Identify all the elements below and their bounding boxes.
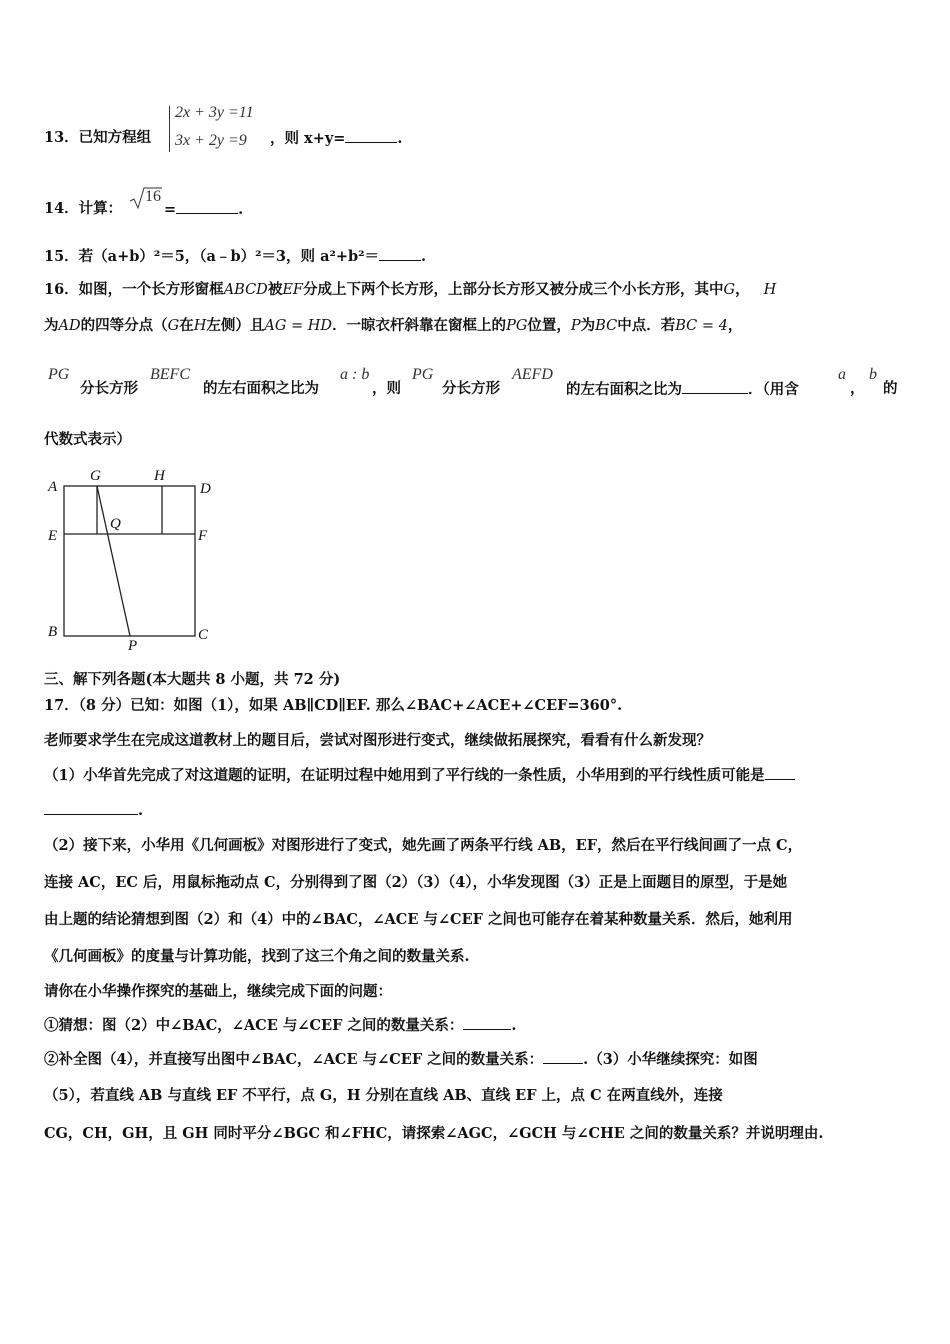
fig-label-a: A <box>48 479 58 495</box>
q17-line4-end: . <box>138 802 144 819</box>
q13-end: . <box>397 130 403 147</box>
q16-line1 <box>44 280 776 300</box>
q17-line10-end: . <box>511 1017 517 1034</box>
q17-fig4-blank[interactable] <box>543 1049 583 1064</box>
q16-l3-text-c: ，则 <box>372 380 401 397</box>
q13-prefix: 13．已知方程组 <box>44 129 152 146</box>
q17-line11-b: .（3）小华继续探究：如图 <box>583 1051 758 1068</box>
q17-line9: 请你在小华操作探究的基础上，继续完成下面的问题： <box>44 983 392 1000</box>
fig-label-c: C <box>198 627 209 643</box>
q16-l1-math-g: G <box>723 282 736 298</box>
fig-label-f: F <box>198 528 208 544</box>
q16-l1-math-abcd: ABCD <box>223 282 268 298</box>
q16-l1-math-ef: EF <box>282 282 303 298</box>
q17-line13: CG，CH，GH，且 GH 同时平分∠BGC 和∠FHC，请探索∠AGC，∠GCH 与∠CHE 之间的数量关系？并说明理由. <box>44 1125 824 1142</box>
q17-line2: 老师要求学生在完成这道教材上的题目后，尝试对图形进行变式，继续做拓展探究，看看有什么新发现？ <box>44 732 711 749</box>
q16-l2-math-pg: PG <box>506 318 528 334</box>
q16-l1-text-b: 被 <box>267 281 283 298</box>
q16-l2-math-g: G <box>167 318 180 334</box>
q15-end: . <box>420 248 427 265</box>
q17-line8: 《几何画板》的度量与计算功能，找到了这三个角之间的数量关系. <box>44 948 470 965</box>
q16-l3-text-a: 分长方形 <box>80 380 138 397</box>
fig-label-d: D <box>200 481 211 497</box>
q16-l3-math-b: b <box>869 366 877 383</box>
q14-end: . <box>238 201 244 218</box>
q16-l3-text-f: ．（用含 <box>748 381 799 398</box>
q17-line5: （2）接下来，小华用《几何画板》对图形进行了变式，她先画了两条平行线 AB，EF，然后在平行线间画了一点 C， <box>44 837 803 854</box>
q17-line11 <box>44 1049 758 1070</box>
q13-answer-blank[interactable] <box>345 128 397 143</box>
q16-l3-text-h: 的 <box>883 380 898 397</box>
q17-line4 <box>44 800 143 821</box>
q17-line6: 连接 AC，EC 后，用鼠标拖动点 C，分别得到了图（2）（3）（4），小华发现图（3）正是上面题目的原型，于是她 <box>44 874 788 891</box>
q16-l2-text-f: 位置， <box>527 317 571 334</box>
q17-line1: 17．（8 分）已知：如图（1），如果 AB∥CD∥EF. 那么∠BAC+∠ACE+∠CEF=360°. <box>44 697 623 714</box>
q16-l2-text-a: 为 <box>44 317 59 334</box>
q16-l2-text-e: ．一晾衣杆斜靠在窗框上的 <box>332 317 507 334</box>
q16-l2-text-i: ， <box>727 317 743 334</box>
q16-l2-text-h: 中点．若 <box>617 317 676 334</box>
fig-label-g: G <box>90 468 101 484</box>
q16-line4: 代数式表示） <box>44 431 131 448</box>
fig-label-b: B <box>48 624 58 640</box>
q14-equals: = <box>164 201 177 218</box>
q13-brace <box>169 106 170 152</box>
fig-label-h: H <box>154 468 165 484</box>
q16-l3-math-ab: a : b <box>340 366 370 383</box>
q15-line <box>44 246 426 267</box>
q16-l3-text-d: 分长方形 <box>442 380 500 397</box>
q16-l2-text-b: 的四等分点（ <box>80 317 168 334</box>
q16-l1-math-h: H <box>763 282 777 298</box>
q17-line7: 由上题的结论猜想到图（2）和（4）中的∠BAC，∠ACE 与∠CEF 之间也可能存在着某种数量关系．然后，她利用 <box>44 911 793 928</box>
q16-l3-text-e <box>566 379 799 400</box>
q14-radicand: 16 <box>145 188 161 205</box>
q16-l3-math-pg1: PG <box>48 366 70 383</box>
q16-l3-text-e-inner: 的左右面积之比为 <box>566 381 682 398</box>
q16-l2-math-bc4: BC = 4 <box>675 318 728 334</box>
q13-suffix <box>270 128 402 149</box>
q16-l3-math-befc: BEFC <box>150 366 190 383</box>
q16-l1-text-a: 16．如图，一个长方形窗框 <box>44 281 224 298</box>
q14-suffix <box>164 199 243 220</box>
q17-line10 <box>44 1015 516 1036</box>
q16-l1-text-c: 分成上下两个长方形，上部分长方形又被分成三个小长方形，其中 <box>302 281 724 298</box>
q16-l2-math-p: P <box>570 318 581 334</box>
q14-answer-blank[interactable] <box>176 199 238 214</box>
q17-line3 <box>44 765 795 786</box>
q16-l3-math-pg2: PG <box>412 366 434 383</box>
q17-line10-text: ①猜想：图（2）中∠BAC，∠ACE 与∠CEF 之间的数量关系： <box>44 1017 464 1034</box>
q15-answer-blank[interactable] <box>379 246 421 261</box>
fig-label-p: P <box>128 638 138 654</box>
fig-label-q: Q <box>110 516 121 532</box>
q17-guess-blank[interactable] <box>463 1015 511 1030</box>
q16-l2-text-c: 在 <box>179 317 194 334</box>
fig-label-e: E <box>48 528 58 544</box>
q13-suffix-text: ，则 x+y= <box>270 130 346 147</box>
q16-answer-blank[interactable] <box>682 379 748 394</box>
q15-text: 15．若（a+b）²＝5，（a﹣b）²＝3，则 a²+b²＝ <box>44 248 379 265</box>
q16-window-figure <box>44 464 224 654</box>
q16-l2-text-d: 左侧）且 <box>206 317 265 334</box>
q16-l2-math-ag-hd: AG = HD <box>264 318 333 334</box>
q13-eq1: 2x + 3y =11 <box>175 104 254 121</box>
q16-l2-math-h: H <box>193 318 207 334</box>
q16-l3-text-g: ， <box>850 380 865 397</box>
section3-title: 三、解下列各题(本大题共 8 小题，共 72 分) <box>44 671 341 688</box>
q13-eq2: 3x + 2y =9 <box>175 132 247 149</box>
q17-line3-text: （1）小华首先完成了对这道题的证明，在证明过程中她用到了平行线的一条性质，小华用到的平行线性质可能是 <box>44 767 765 784</box>
q17-line12: （5），若直线 AB 与直线 EF 不平行，点 G，H 分别在直线 AB、直线 EF 上，点 C 在两直线外，连接 <box>44 1087 723 1104</box>
q16-l2-math-ad: AD <box>58 318 81 334</box>
q16-l3-text-b: 的左右面积之比为 <box>203 380 319 397</box>
q16-l2-text-g: 为 <box>580 317 596 334</box>
q17-line11-text: ②补全图（4），并直接写出图中∠BAC，∠ACE 与∠CEF 之间的数量关系： <box>44 1051 544 1068</box>
q17-part1-blank-a[interactable] <box>765 765 795 780</box>
q16-l3-math-aefd: AEFD <box>512 366 553 383</box>
q17-part1-blank-b[interactable] <box>44 800 138 815</box>
q16-l1-text-d: ， <box>735 281 750 298</box>
q16-l3-math-a: a <box>838 366 846 383</box>
q14-prefix: 14．计算： <box>44 200 123 217</box>
q16-l2-math-bc: BC <box>595 318 618 334</box>
q16-line2 <box>44 316 742 336</box>
